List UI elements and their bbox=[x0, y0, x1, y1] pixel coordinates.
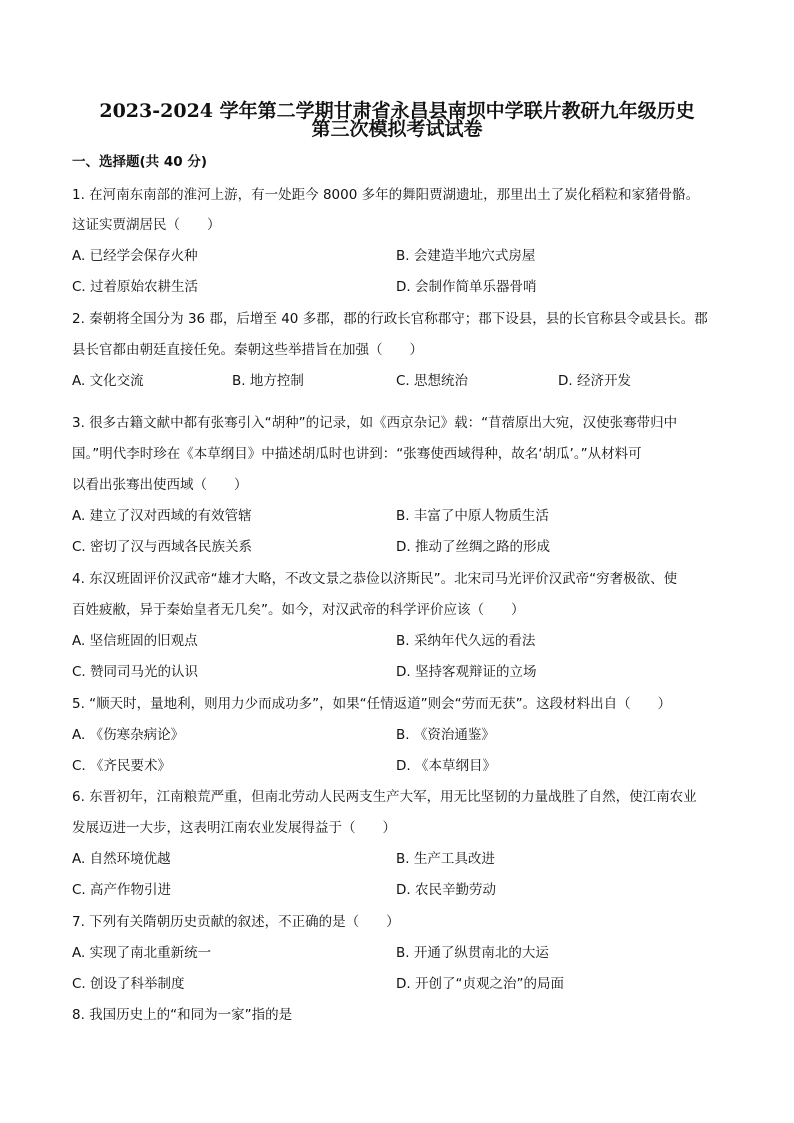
question-6-stem-line-1: 6. 东晋初年，江南粮荒严重，但南北劳动人民两支生产大军，用无比坚韧的力量战胜了自然，使江南农业 bbox=[72, 789, 697, 805]
question-2-option-a: A. 文化交流 bbox=[72, 373, 144, 389]
question-7-stem-line-1: 7. 下列有关隋朝历史贡献的叙述，不正确的是（ ） bbox=[72, 914, 400, 930]
question-6-option-c: C. 高产作物引进 bbox=[72, 882, 172, 898]
question-4-stem-line-1: 4. 东汉班固评价汉武帝“雄才大略，不改文景之恭俭以济斯民”。北宋司马光评价汉武帝“穷奢极欲、使 bbox=[72, 571, 678, 587]
question-2-stem-line-2: 县长官都由朝廷直接任免。秦朝这些举措旨在加强（ ） bbox=[72, 342, 423, 358]
question-2-option-d: D. 经济开发 bbox=[558, 373, 631, 389]
question-6-option-b: B. 生产工具改进 bbox=[396, 851, 495, 867]
section-heading: 一、选择题(共 40 分) bbox=[72, 154, 208, 170]
question-5-option-b: B. 《资治通鉴》 bbox=[396, 727, 495, 743]
question-6-option-d: D. 农民辛勤劳动 bbox=[396, 882, 496, 898]
question-5-stem-line-1: 5. “顺天时，量地利，则用力少而成功多”，如果“任情返道”则会“劳而无获”。这段材料出自（ ） bbox=[72, 696, 672, 712]
question-5-option-d: D. 《本草纲目》 bbox=[396, 758, 496, 774]
question-8-stem-line-1: 8. 我国历史上的“和同为一家”指的是 bbox=[72, 1007, 293, 1023]
question-5-option-c: C. 《齐民要术》 bbox=[72, 758, 172, 774]
question-2-option-b: B. 地方控制 bbox=[232, 373, 304, 389]
question-3-option-b: B. 丰富了中原人物质生活 bbox=[396, 508, 549, 524]
question-6-stem-line-2: 发展迈进一大步，这表明江南农业发展得益于（ ） bbox=[72, 820, 396, 836]
question-3-option-a: A. 建立了汉对西域的有效管辖 bbox=[72, 508, 252, 524]
question-3-stem-line-2: 国。”明代李时珍在《本草纲目》中描述胡瓜时也讲到：“张骞使西域得种，故名‘胡瓜’。”从材料可 bbox=[72, 446, 642, 462]
question-4-option-a: A. 坚信班固的旧观点 bbox=[72, 633, 198, 649]
question-7-option-a: A. 实现了南北重新统一 bbox=[72, 945, 212, 961]
question-3-option-c: C. 密切了汉与西域各民族关系 bbox=[72, 539, 253, 555]
question-1-option-b: B. 会建造半地穴式房屋 bbox=[396, 248, 536, 264]
question-1-stem-line-2: 这证实贾湖居民（ ） bbox=[72, 217, 221, 233]
question-1-option-c: C. 过着原始农耕生活 bbox=[72, 279, 199, 295]
question-3-option-d: D. 推动了丝绸之路的形成 bbox=[396, 539, 550, 555]
question-1-option-a: A. 已经学会保存火种 bbox=[72, 248, 198, 264]
question-1-stem-line-1: 1. 在河南东南部的淮河上游，有一处距今 8000 多年的舞阳贾湖遗址，那里出土了炭化稻粒和家猪骨骼。 bbox=[72, 187, 700, 203]
question-7-option-b: B. 开通了纵贯南北的大运 bbox=[396, 945, 549, 961]
question-3-stem-line-1: 3. 很多古籍文献中都有张骞引入“胡种”的记录，如《西京杂记》载：“苜蓿原出大宛，汉使张骞带归中 bbox=[72, 415, 678, 431]
question-7-option-d: D. 开创了“贞观之治”的局面 bbox=[396, 976, 564, 992]
question-3-stem-line-3: 以看出张骞出使西域（ ） bbox=[72, 477, 248, 493]
question-4-option-d: D. 坚持客观辩证的立场 bbox=[396, 664, 537, 680]
question-1-option-d: D. 会制作简单乐器骨哨 bbox=[396, 279, 537, 295]
exam-title-line-2: 第三次模拟考试试卷 bbox=[311, 118, 483, 140]
question-5-option-a: A. 《伤寒杂病论》 bbox=[72, 727, 185, 743]
question-4-option-b: B. 采纳年代久远的看法 bbox=[396, 633, 536, 649]
question-4-stem-line-2: 百姓疲敝，异于秦始皇者无几矣”。如今，对汉武帝的科学评价应该（ ） bbox=[72, 602, 525, 618]
question-2-option-c: C. 思想统治 bbox=[396, 373, 469, 389]
exam-title-line-1: 2023-2024 学年第二学期甘肃省永昌县南坝中学联片教研九年级历史 bbox=[99, 100, 695, 122]
question-7-option-c: C. 创设了科举制度 bbox=[72, 976, 185, 992]
question-2-stem-line-1: 2. 秦朝将全国分为 36 郡，后增至 40 多郡，郡的行政长官称郡守；郡下设县，县的长官称县令或县长。郡 bbox=[72, 311, 708, 327]
question-4-option-c: C. 赞同司马光的认识 bbox=[72, 664, 199, 680]
question-6-option-a: A. 自然环境优越 bbox=[72, 851, 171, 867]
